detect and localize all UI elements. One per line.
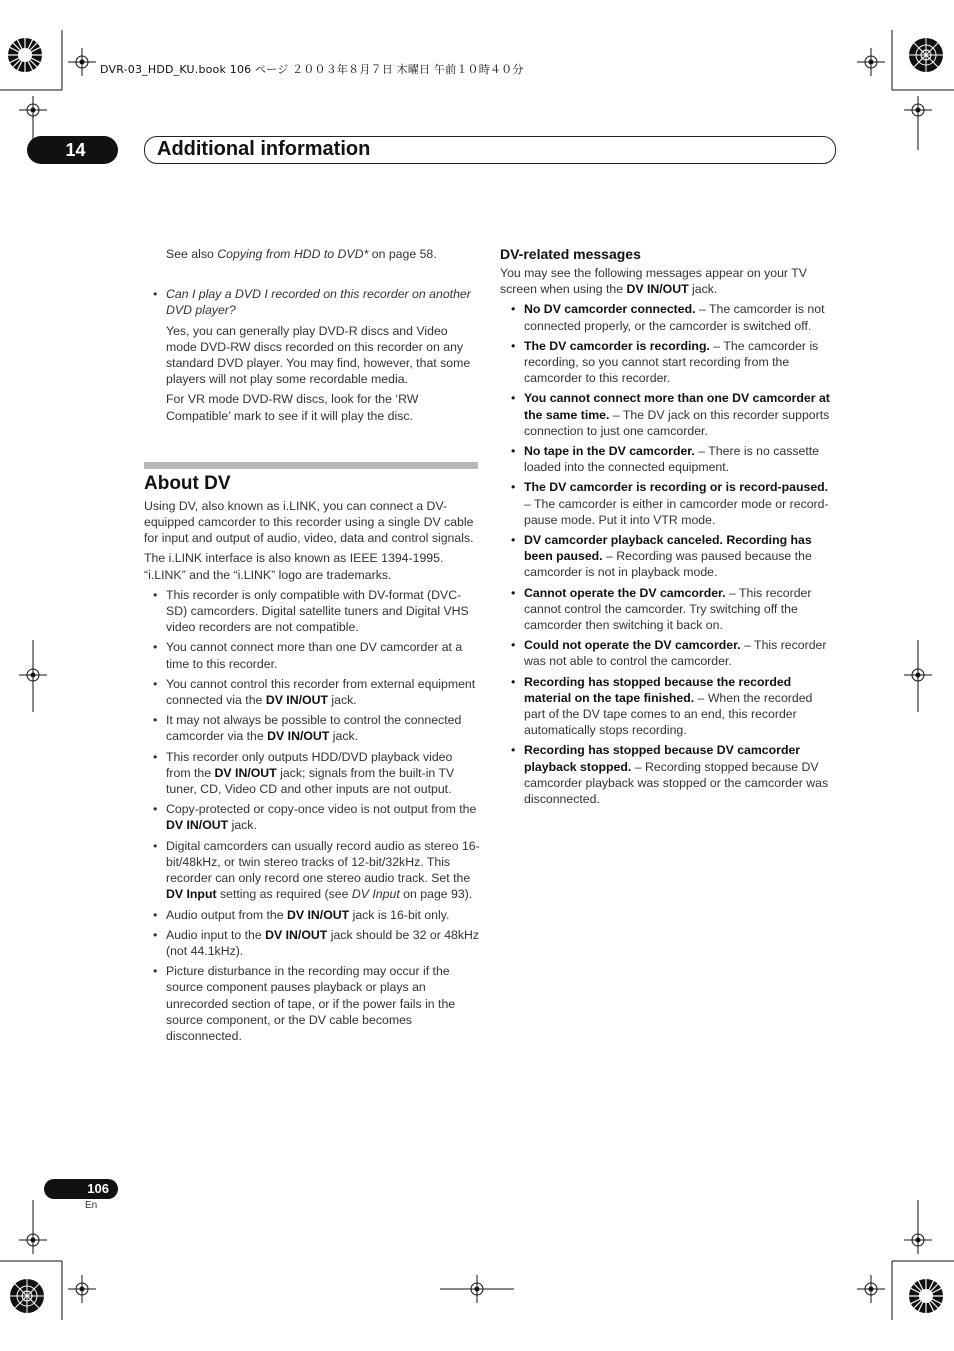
starburst-mark-bottom-right	[909, 1279, 943, 1313]
bullet-icon: •	[511, 480, 516, 495]
starburst-mark-top-right	[909, 38, 943, 72]
bullet-icon: •	[153, 287, 158, 302]
bullet-icon: •	[511, 585, 516, 600]
faq-answer-2: For VR mode DVD-RW discs, look for the ‘RW Compatible’ mark to see if it will play the disc.	[166, 392, 419, 423]
dv-messages-intro: You may see the following messages appear on your TV screen when using the DV IN/OUT jack.	[500, 266, 807, 297]
bullet-icon: •	[153, 749, 158, 764]
list-item: • Audio input to the DV IN/OUT jack should be 32 or 48kHz (not 44.1kHz).	[153, 927, 480, 958]
crosshair-bottom-right-b	[904, 1200, 932, 1254]
message-item: • Could not operate the DV camcorder. – This recorder was not able to control the camcorder.	[511, 638, 827, 669]
bullet-icon: •	[511, 338, 516, 353]
list-item: • This recorder is only compatible with DV-format (DVC-SD) camcorders. Digital satellite tuners and Digital VHS video recorders are not compatible.	[153, 587, 469, 635]
bullet-icon: •	[153, 907, 158, 922]
bullet-icon: •	[511, 743, 516, 758]
starburst-mark-bottom-left	[10, 1279, 44, 1313]
faq-question: • Can I play a DVD I recorded on this recorder on another DVD player?	[153, 287, 471, 318]
bullet-icon: •	[511, 638, 516, 653]
list-item: • You cannot connect more than one DV camcorder at a time to this recorder.	[153, 640, 463, 671]
see-also-reference: Copying from HDD to DVD*	[217, 247, 369, 261]
bullet-icon: •	[153, 964, 158, 979]
message-item: • The DV camcorder is recording or is record-paused. – The camcorder is either in camcorder mode or record-pause mode. Put it into VTR mode.	[511, 480, 829, 527]
bullet-icon: •	[153, 802, 158, 817]
list-item: • Audio output from the DV IN/OUT jack is 16-bit only.	[153, 907, 450, 922]
list-item: • Picture disturbance in the recording may occur if the source component pauses playback or plays an unrecorded section of tape, or if the power fails in the source component, or the DV cable becomes disconnected.	[153, 964, 456, 1043]
message-item: • The DV camcorder is recording. – The camcorder is recording, so you cannot start recording from the camcorder to this recorder.	[511, 338, 819, 386]
message-item: • DV camcorder playback canceled. Recording has been paused. – Recording was paused because the camcorder is not in playback mode.	[511, 533, 812, 580]
list-item: • This recorder only outputs HDD/DVD playback video from the DV IN/OUT jack; signals from the built-in TV tuner, CD, Video CD and other inputs are not output.	[153, 749, 455, 797]
list-item: • Copy-protected or copy-once video is not output from the DV IN/OUT jack.	[153, 802, 477, 833]
bullet-icon: •	[153, 640, 158, 655]
message-item: • You cannot connect more than one DV camcorder at the same time. – The DV jack on this recorder supports connection to just one camcorder.	[511, 391, 830, 438]
section-title-about-dv: About DV	[144, 472, 231, 494]
section-rule	[144, 462, 478, 469]
bullet-icon: •	[511, 302, 516, 317]
bullet-icon: •	[511, 391, 516, 406]
bullet-icon: •	[153, 838, 158, 853]
bullet-icon: •	[511, 533, 516, 548]
left-column	[144, 246, 480, 1048]
message-item: • Recording has stopped because DV camcorder playback stopped. – Recording stopped because DV camcorder playback was stopped or the camcorder was disconnected.	[511, 743, 829, 807]
message-item: • No tape in the DV camcorder. – There is no cassette loaded into the connected equipment.	[511, 444, 820, 475]
dv-message-list	[500, 301, 836, 807]
dv-messages-title: DV-related messages	[500, 246, 641, 262]
language-code: En	[85, 1200, 98, 1211]
starburst-mark-top-left	[8, 38, 42, 72]
bullet-icon: •	[511, 444, 516, 459]
list-item: • You cannot control this recorder from external equipment connected via the DV IN/OUT jack.	[153, 676, 476, 708]
message-item: • Cannot operate the DV camcorder. – This recorder cannot control the camcorder. Try switching off the camcorder then switching it back on.	[511, 585, 812, 633]
book-file-header: DVR-03_HDD_KU.book 106 ページ ２００３年８月７日 木曜日 午前１０時４０分	[100, 63, 524, 76]
page-number-badge: 106	[44, 1179, 118, 1199]
bullet-icon: •	[153, 713, 158, 728]
crosshair-bottom-left-a	[19, 1200, 47, 1254]
bullet-icon: •	[153, 676, 158, 691]
bullet-icon: •	[153, 587, 158, 602]
right-column	[500, 245, 836, 811]
list-item: • It may not always be possible to control the connected camcorder via the DV IN/OUT jack.	[153, 713, 462, 744]
about-dv-intro-2: The i.LINK interface is also known as IEEE 1394-1995. “i.LINK” and the “i.LINK” logo are trademarks.	[144, 551, 444, 582]
message-item: • Recording has stopped because the recorded material on the tape finished. – When the recorded part of the DV tape comes to an end, this recorder automatically stops recording.	[511, 674, 813, 738]
chapter-title: Additional information	[157, 138, 371, 160]
crosshair-top-right-b	[904, 96, 932, 150]
chapter-number-badge: 14	[27, 136, 118, 164]
faq-answer-1: Yes, you can generally play DVD-R discs and Video mode DVD-RW discs recorded on this recorder on any standard DVD player. You may find, however, that some players will not play some recordable media.	[166, 323, 471, 387]
bullet-icon: •	[511, 674, 516, 689]
bullet-icon: •	[153, 927, 158, 942]
about-dv-intro-1: Using DV, also known as i.LINK, you can connect a DV-equipped camcorder to this recorder using a single DV cable for input and output of audio, video, data and control signals.	[144, 498, 474, 546]
see-also-note: See also Copying from HDD to DVD* on page 58.	[166, 247, 437, 261]
list-item: • Digital camcorders can usually record audio as stereo 16-bit/48kHz, or twin stereo tracks of 12-bit/32kHz. This recorder can only record one stereo audio track. Set the DV Input setting as required (see DV Input on page 93).	[153, 838, 480, 902]
message-item: • No DV camcorder connected. – The camcorder is not connected properly, or the camcorder is switched off.	[511, 302, 825, 333]
